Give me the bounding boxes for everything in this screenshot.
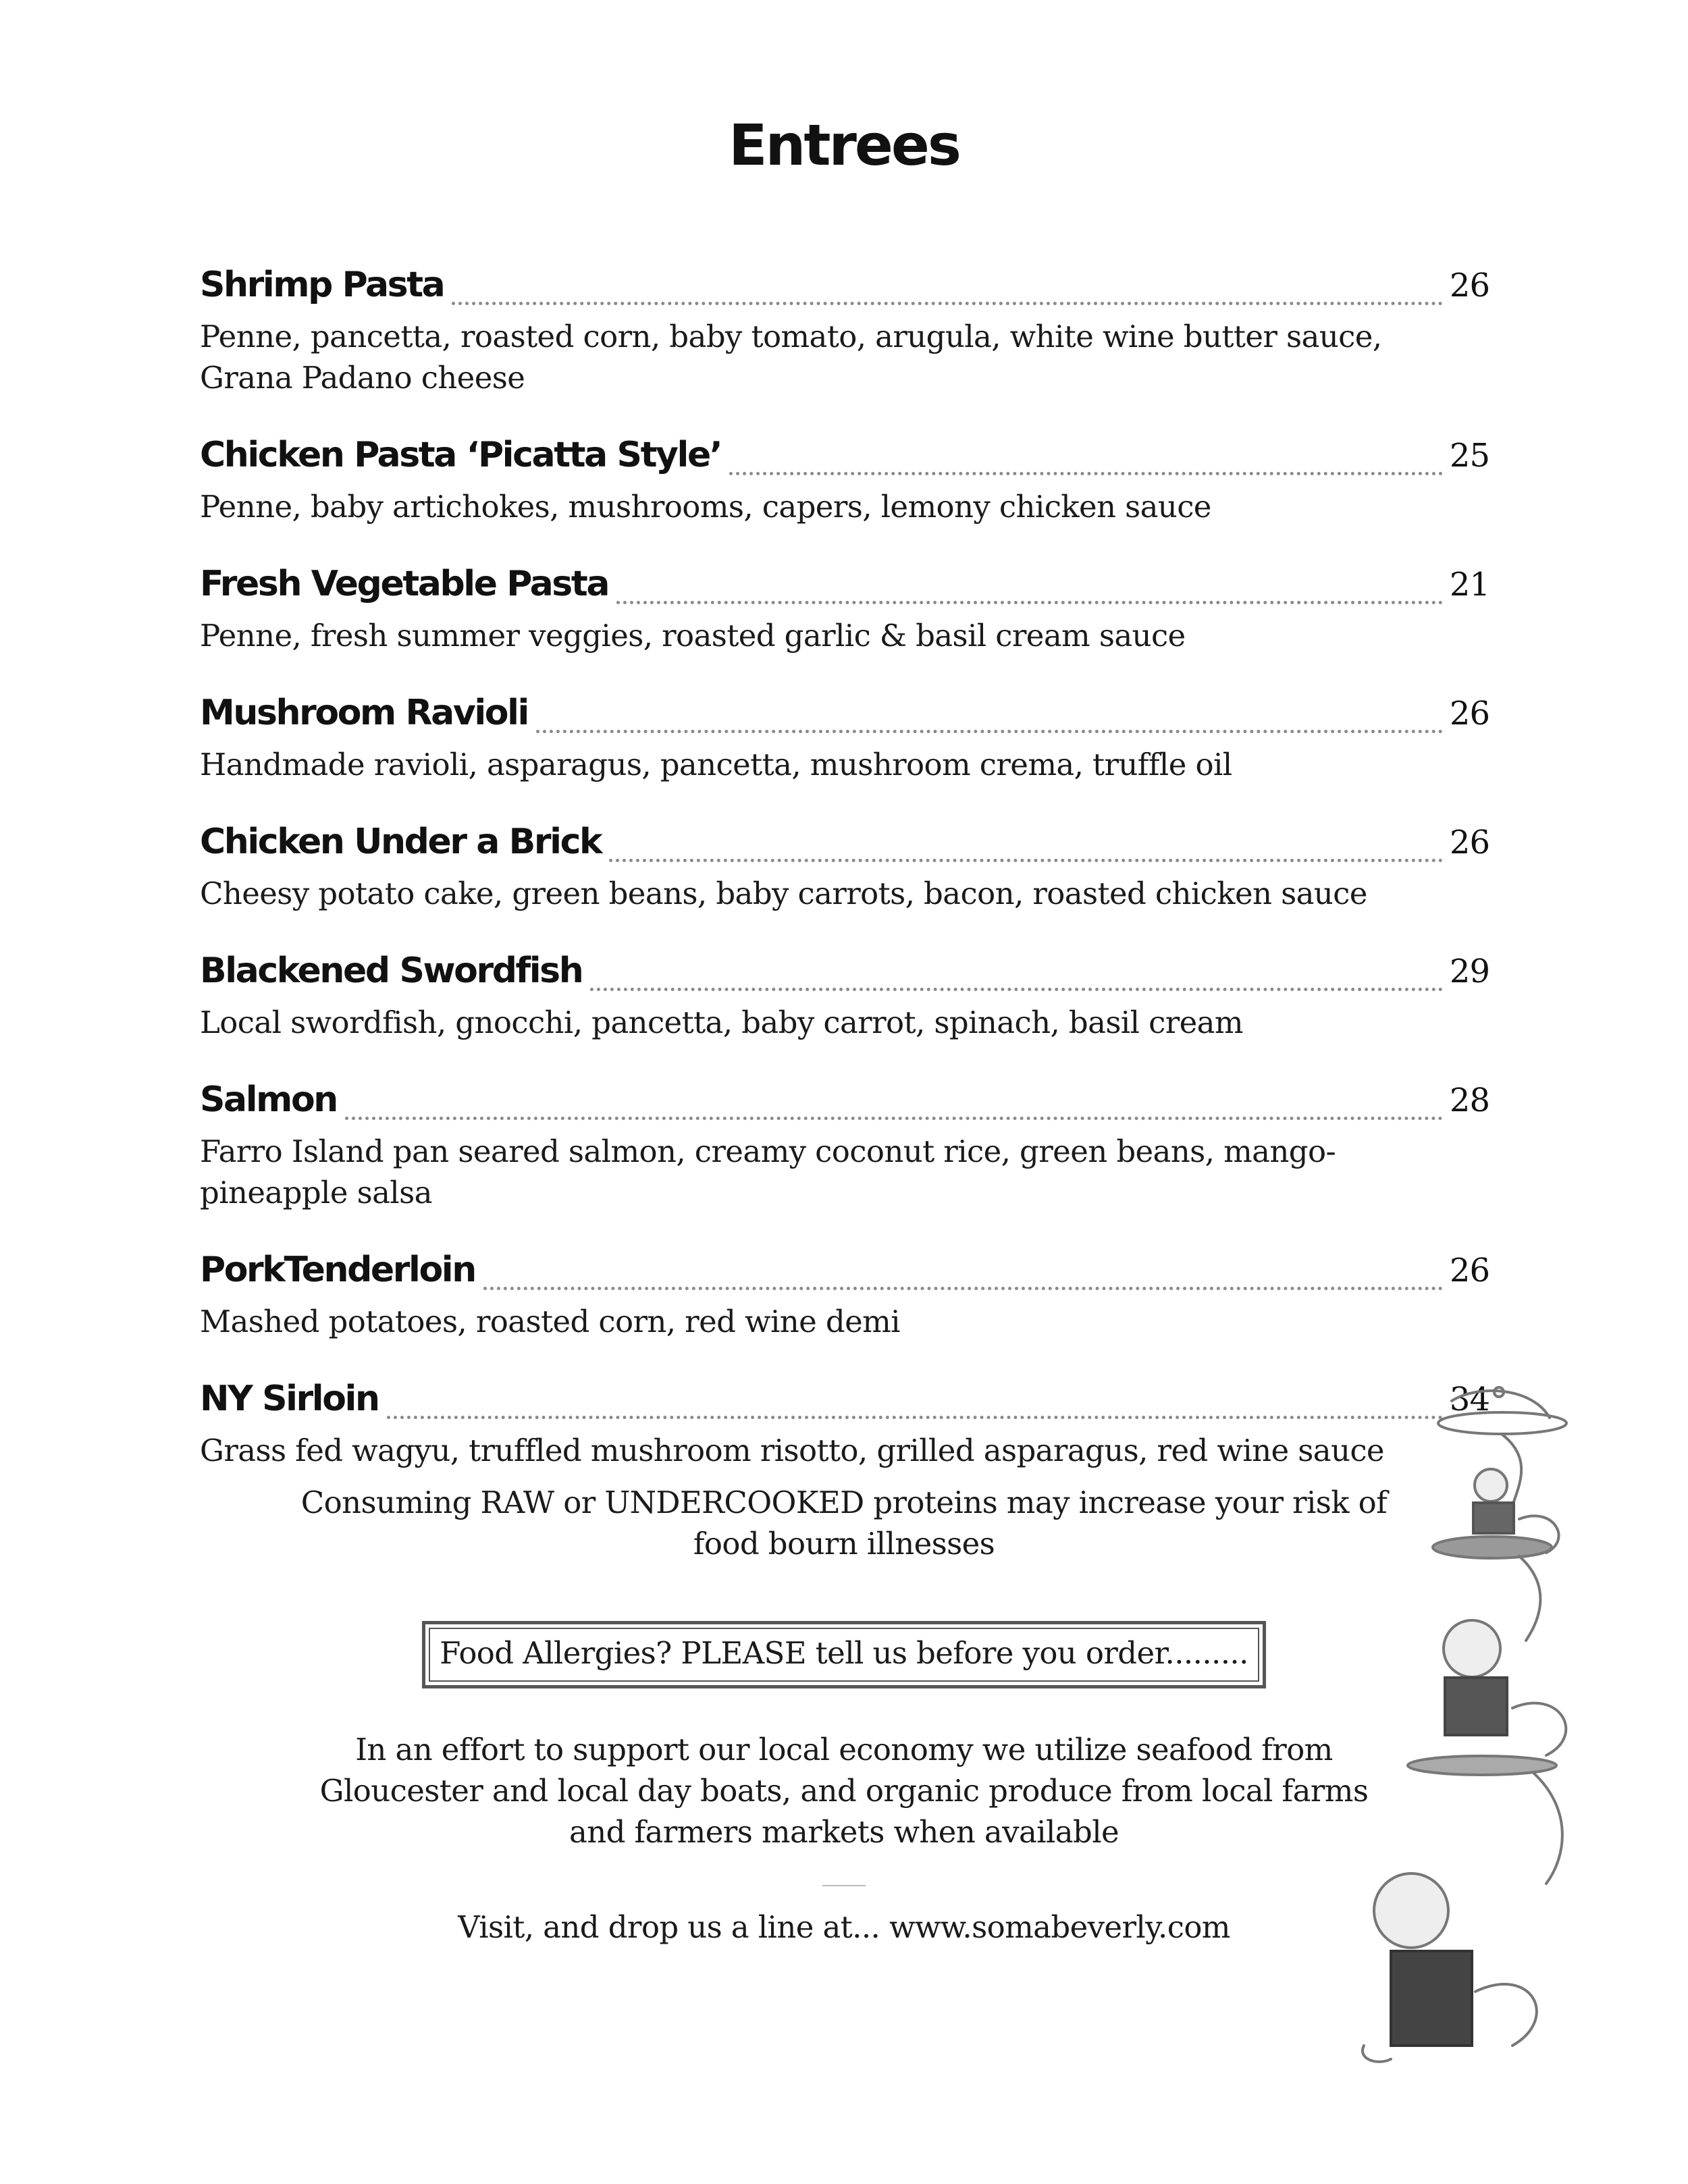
middle-monkey-arm [1519, 1556, 1540, 1641]
menu-item-description: Farro Island pan seared salmon, creamy coconut rice, green beans, mango-pineapple salsa [200, 1134, 1336, 1210]
menu-item-name: NY Sirloin [200, 1379, 379, 1419]
page-title: Entrees [729, 112, 959, 178]
menu-item-name: PorkTenderloin [200, 1250, 475, 1290]
monkey-illustration [1317, 1370, 1634, 2073]
top-tray [1433, 1537, 1552, 1558]
menu-item-price: 25 [1449, 437, 1489, 475]
middle-monkey-body [1445, 1678, 1507, 1735]
menu-item-name: Shrimp Pasta [200, 265, 444, 305]
raw-food-warning: Consuming RAW or UNDERCOOKED proteins may increase your risk of food bourn illnesses [300, 1485, 1388, 1562]
menu-item-price: 26 [1449, 267, 1489, 304]
menu-item-header [200, 1379, 1489, 1430]
menu-item-name: Chicken Pasta ‘Picatta Style’ [200, 435, 722, 475]
menu-item-header [200, 435, 1489, 486]
menu-item-header [200, 951, 1489, 1002]
menu-item [200, 265, 1489, 398]
menu-item [200, 822, 1489, 914]
bottom-monkey-head [1374, 1873, 1448, 1948]
menu-item-price: 26 [1449, 1252, 1489, 1289]
menu-item-name: Fresh Vegetable Pasta [200, 564, 609, 604]
menu-item-description: Cheesy potato cake, green beans, baby carrots, bacon, roasted chicken sauce [200, 876, 1367, 911]
menu-item-price: 29 [1449, 953, 1489, 990]
menu-item-header [200, 265, 1489, 316]
menu-item-description: Mashed potatoes, roasted corn, red wine demi [200, 1304, 900, 1339]
top-monkey-body [1473, 1503, 1514, 1533]
entree-list [200, 265, 1489, 1508]
bottom-monkey-tail [1475, 1984, 1537, 2046]
menu-item-price: 26 [1449, 695, 1489, 733]
menu-item-name: Salmon [200, 1080, 337, 1120]
dot-leader [345, 1117, 1443, 1120]
menu-notes [297, 1482, 1391, 1948]
dot-leader [590, 988, 1443, 991]
menu-item [200, 564, 1489, 656]
menu-item [200, 435, 1489, 527]
menu-item-description: Local swordfish, gnocchi, pancetta, baby carrot, spinach, basil cream [200, 1005, 1243, 1040]
dot-leader [729, 472, 1443, 475]
menu-item [200, 1250, 1489, 1342]
menu-item-header [200, 1250, 1489, 1301]
menu-item-price: 21 [1449, 566, 1489, 604]
menu-item-description: Penne, fresh summer veggies, roasted garlic & basil cream sauce [200, 618, 1186, 654]
dot-leader [387, 1416, 1443, 1419]
menu-item-description: Penne, pancetta, roasted corn, baby tomato, arugula, white wine butter sauce, Grana Padano cheese [200, 319, 1382, 396]
menu-item-name: Chicken Under a Brick [200, 822, 602, 862]
dot-leader [609, 859, 1443, 862]
menu-item-description: Grass fed wagyu, truffled mushroom risotto, grilled asparagus, red wine sauce [200, 1433, 1384, 1468]
allergy-notice-box [422, 1621, 1266, 1688]
visit-website-text: Visit, and drop us a line at... www.somabeverly.com [458, 1909, 1230, 1945]
divider [822, 1885, 866, 1886]
allergy-notice: Food Allergies? PLEASE tell us before you order......... [429, 1628, 1259, 1682]
dot-leader [616, 601, 1443, 604]
bottom-monkey-leg [1363, 2046, 1391, 2062]
menu-item [200, 1080, 1489, 1213]
bottom-monkey-body [1391, 1951, 1472, 2046]
menu-item-header [200, 693, 1489, 744]
menu-item-header [200, 822, 1489, 873]
menu-item-header [200, 564, 1489, 615]
menu-item-header [200, 1080, 1489, 1131]
top-monkey-head [1475, 1469, 1507, 1501]
menu-item [200, 951, 1489, 1043]
dot-leader [452, 302, 1443, 305]
dot-leader [483, 1287, 1443, 1290]
middle-monkey-head [1444, 1620, 1500, 1677]
dot-leader [536, 730, 1443, 733]
local-sourcing-statement: In an effort to support our local economy we utilize seafood from Gloucester and local day boats, and organic produce from local farms and farmers markets when available [319, 1732, 1369, 1850]
menu-item-description: Handmade ravioli, asparagus, pancetta, mushroom crema, truffle oil [200, 747, 1232, 782]
menu-item-description: Penne, baby artichokes, mushrooms, capers, lemony chicken sauce [200, 489, 1211, 525]
cloche-plate [1438, 1412, 1566, 1434]
menu-item-price: 34 [1449, 1381, 1489, 1418]
middle-monkey-tail [1512, 1703, 1566, 1755]
bottom-monkey-arm [1533, 1772, 1562, 1884]
menu-item-name: Blackened Swordfish [200, 951, 583, 991]
menu-item [200, 1379, 1489, 1471]
menu-item-price: 28 [1449, 1082, 1489, 1119]
menu-item-name: Mushroom Ravioli [200, 693, 528, 733]
menu-item-price: 26 [1449, 824, 1489, 861]
menu-item [200, 693, 1489, 785]
